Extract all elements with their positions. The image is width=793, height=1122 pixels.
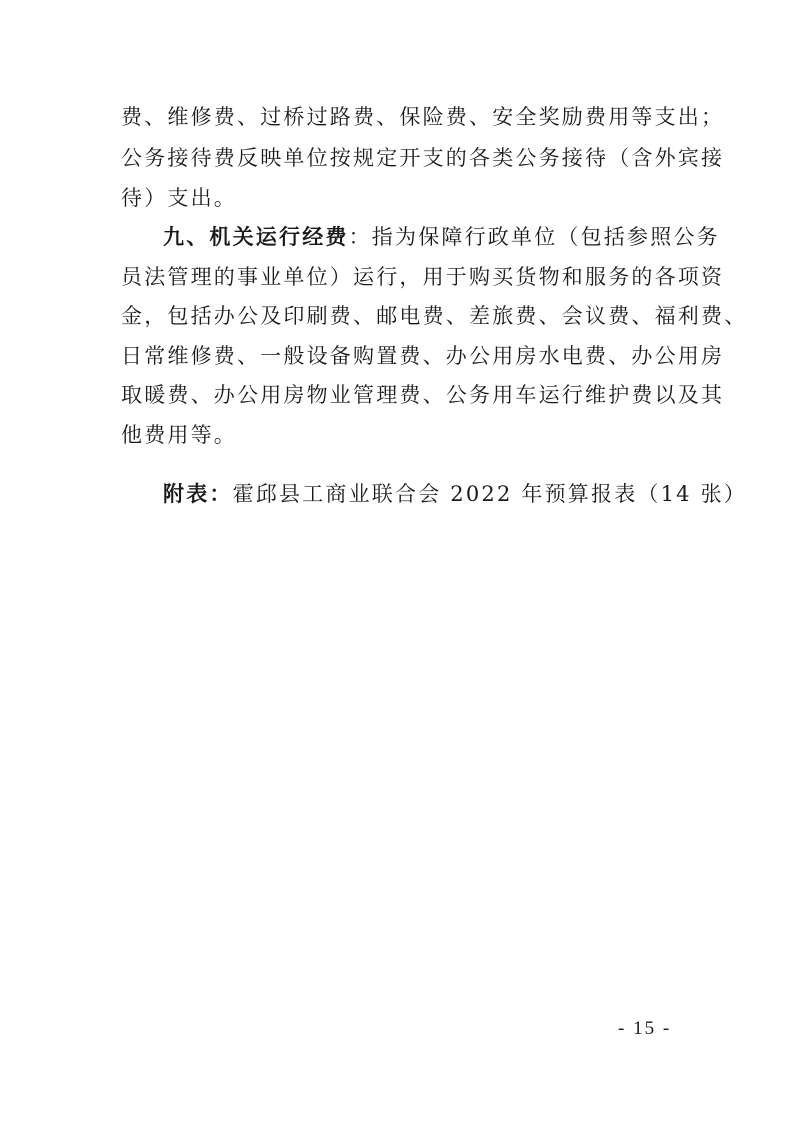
- section-9-first-line: [163, 222, 720, 252]
- body-text-line: 金，包括办公及印刷费、邮电费、差旅费、会议费、福利费、: [121, 304, 748, 328]
- section-9-heading: 九、机关运行经费: [163, 224, 349, 249]
- page-number: - 15 -: [618, 1018, 672, 1039]
- body-text-line: 待）支出。: [121, 186, 237, 210]
- section-9-text: ：指为保障行政单位（包括参照公务: [348, 225, 720, 249]
- attachment-label: 附表：: [163, 481, 233, 506]
- body-text-line: 费、维修费、过桥过路费、保险费、安全奖励费用等支出；: [121, 105, 725, 129]
- body-text-line: 日常维修费、一般设备购置费、办公用房水电费、办公用房: [121, 344, 725, 368]
- attachment-text: 霍邱县工商业联合会 2022 年预算报表（14 张）: [232, 482, 747, 506]
- body-text-line: 取暖费、办公用房物业管理费、公务用车运行维护费以及其: [121, 383, 725, 407]
- attachment-line: [163, 479, 747, 509]
- body-text-line: 公务接待费反映单位按规定开支的各类公务接待（含外宾接: [121, 146, 725, 170]
- body-text-line: 员法管理的事业单位）运行，用于购买货物和服务的各项资: [121, 265, 725, 289]
- body-text-line: 他费用等。: [121, 423, 237, 447]
